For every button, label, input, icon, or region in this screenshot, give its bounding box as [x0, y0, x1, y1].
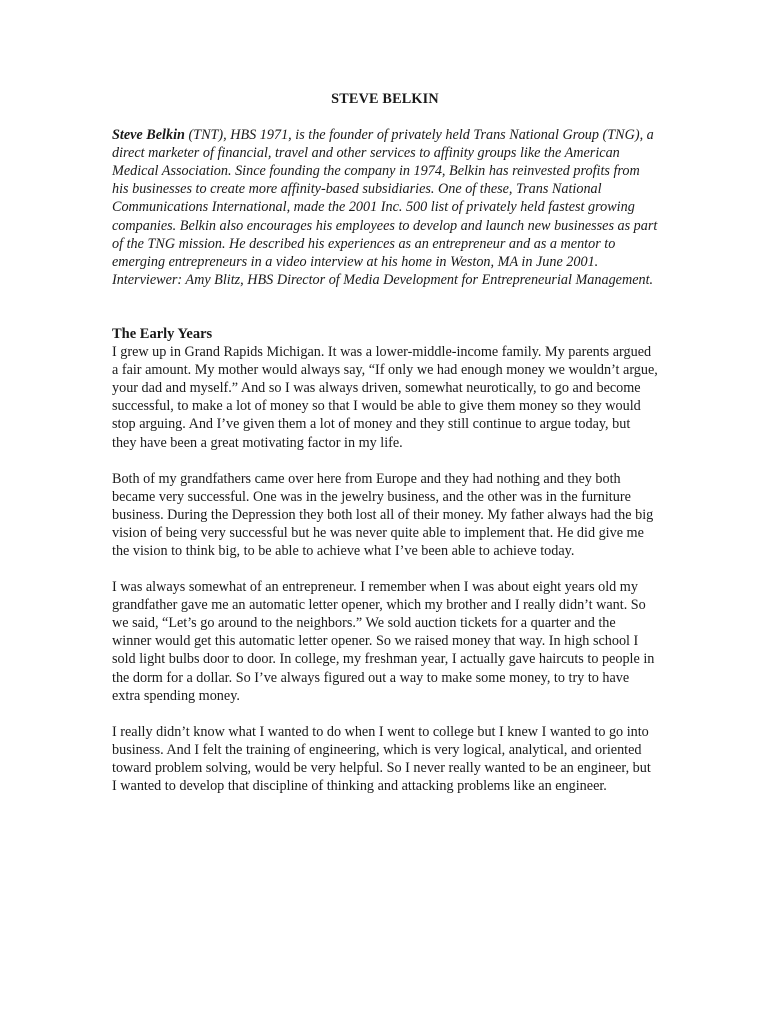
- section-heading: The Early Years: [112, 325, 213, 342]
- body-paragraph-3: I was always somewhat of an entrepreneur. I remember when I was about eight years old my grandfather gave me an automatic letter opener, which my brother and I really didn’t want. So we said, “Let’s go around to the neighbors.” We sold auction tickets for a quarter and the winner would get this automatic letter opener. So we raised money that way. In high school I sold light bulbs door to door. In college, my freshman year, I actually gave haircuts to people in the dorm for a dollar. So I’ve always figured out a way to make some money, to try to have extra spending money.: [112, 579, 655, 704]
- document-page: [112, 90, 658, 813]
- intro-paragraph: [112, 126, 658, 289]
- document-title: STEVE BELKIN: [331, 91, 439, 107]
- body-paragraph-4: I really didn’t know what I wanted to do when I went to college but I knew I wanted to go into business. And I felt the training of engineering, which is very logical, analytical, and oriented toward problem solving, would be very helpful. So I never really wanted to be an engineer, but I wanted to develop that discipline of thinking and attacking problems like an engineer.: [112, 723, 651, 794]
- body-paragraph-1: I grew up in Grand Rapids Michigan. It was a lower-middle-income family. My parents argued a fair amount. My mother would always say, “If only we had enough money we wouldn’t argue, your dad and myself.” And so I was always driven, somewhat neurotically, to go and become successful, to make a lot of money so that I would be able to give them money so they would stop arguing. And I’ve given them a lot of money and they still continue to argue today, but they have been a great motivating factor in my life.: [112, 344, 658, 451]
- intro-name: Steve Belkin: [112, 127, 185, 144]
- body-paragraph-2: Both of my grandfathers came over here from Europe and they had nothing and they both became very successful. One was in the jewelry business, and the other was in the furniture business. During the Depression they both lost all of their money. My father always had the big vision of being very successful but he was never quite able to implement that. He did give me the vision to think big, to be able to achieve what I’ve been able to achieve today.: [112, 470, 654, 559]
- intro-text: (TNT), HBS 1971, is the founder of privately held Trans National Group (TNG), a direct marketer of financial, travel and other services to affinity groups like the American Medical Association. Since founding the company in 1974, Belkin has reinvested profits from his businesses to create more affinity-based subsidiaries. One of these, Trans National Communications International, made the 2001 Inc. 500 list of privately held fastest growing companies. Belkin also encourages his employees to develop and launch new businesses as part of the TNG mission. He described his experiences as an entrepreneur and as a mentor to emerging entrepreneurs in a video interview at his home in Weston, MA in June 2001. Interviewer: Amy Blitz, HBS Director of Media Development for Entrepreneurial Management.: [112, 127, 658, 288]
